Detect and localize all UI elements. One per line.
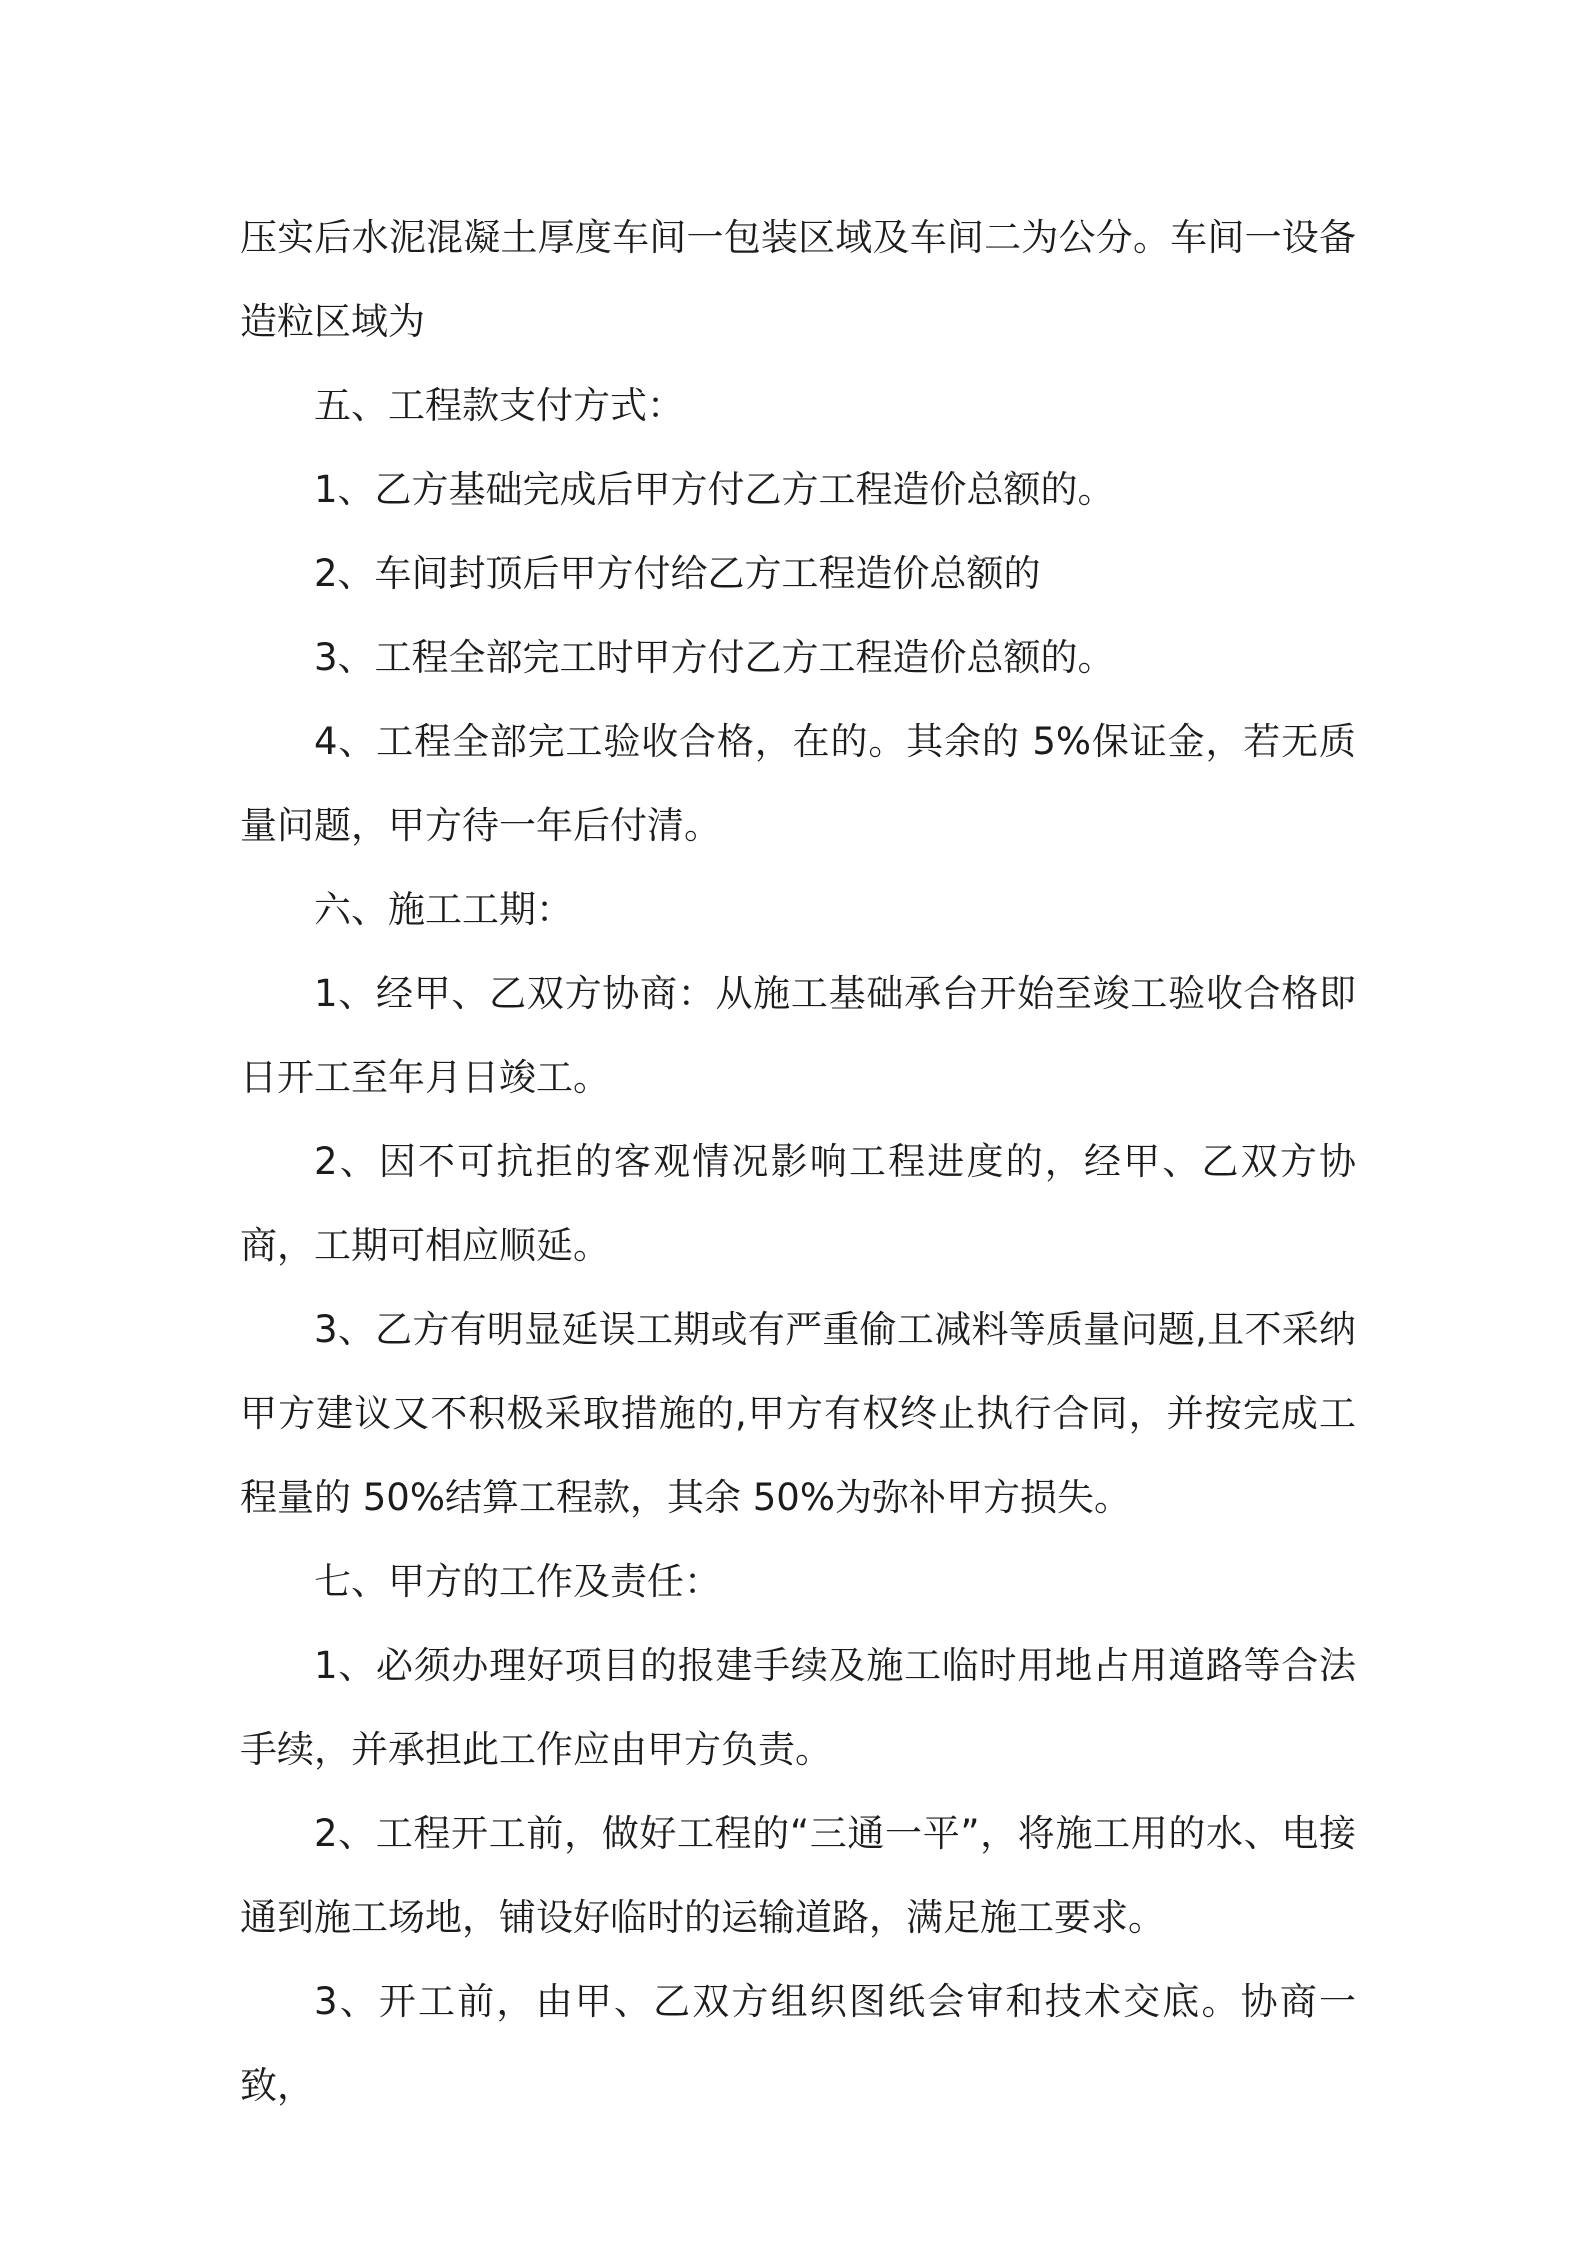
paragraph: 1、必须办理好项目的报建手续及施工临时用地占用道路等合法手续，并承担此工作应由甲方负责。 <box>240 1644 1356 1771</box>
paragraph: 2、工程开工前，做好工程的“三通一平”，将施工用的水、电接通到施工场地，铺设好临时的运输道路，满足施工要求。 <box>240 1812 1356 1939</box>
section-heading-schedule: 六、施工工期： <box>314 888 573 931</box>
paragraph: 2、车间封顶后甲方付给乙方工程造价总额的 <box>314 552 1041 595</box>
document-body <box>240 196 1356 2128</box>
paragraph: 2、因不可抗拒的客观情况影响工程进度的，经甲、乙双方协商，工期可相应顺延。 <box>240 1140 1356 1267</box>
paragraph: 1、经甲、乙双方协商：从施工基础承台开始至竣工验收合格即日开工至年月日竣工。 <box>240 972 1356 1099</box>
paragraph: 1、乙方基础完成后甲方付乙方工程造价总额的。 <box>314 468 1115 511</box>
paragraph: 压实后水泥混凝土厚度车间一包装区域及车间二为公分。车间一设备造粒区域为 <box>240 216 1356 343</box>
section-heading-payment: 五、工程款支付方式： <box>314 384 684 427</box>
paragraph: 3、工程全部完工时甲方付乙方工程造价总额的。 <box>314 636 1115 679</box>
paragraph: 4、工程全部完工验收合格，在的。其余的 5%保证金，若无质量问题，甲方待一年后付清。 <box>240 720 1356 847</box>
paragraph: 3、乙方有明显延误工期或有严重偷工减料等质量问题,且不采纳甲方建议又不积极采取措施的,甲方有权终止执行合同，并按完成工程量的 50%结算工程款，其余 50%为弥补甲方损失。 <box>240 1308 1356 1519</box>
section-heading-party-a-duties: 七、甲方的工作及责任： <box>314 1560 721 1603</box>
paragraph: 3、开工前，由甲、乙双方组织图纸会审和技术交底。协商一致， <box>240 1980 1356 2107</box>
